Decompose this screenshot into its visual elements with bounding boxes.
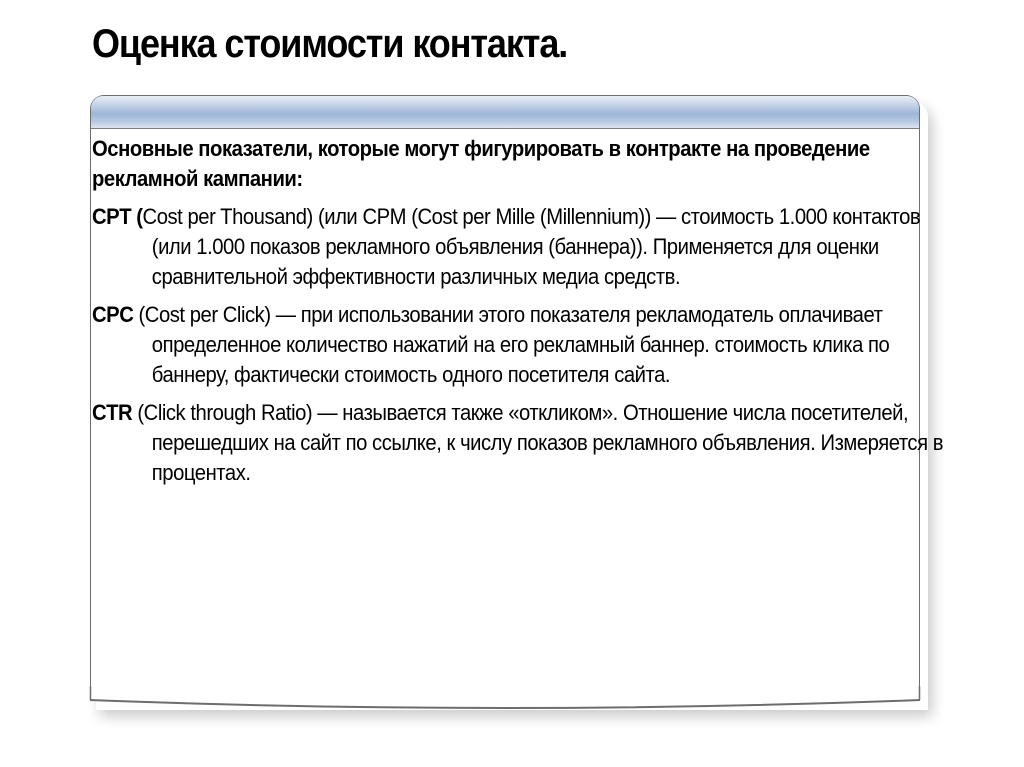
panel-header-bar bbox=[91, 96, 919, 129]
metric-definition: Cost per Thousand) (или CPM (Cost per Mille (Millennium)) — стоимость 1.000 контактов (или 1.000 показов рекламного объявления (баннера)). Применяется для оценки сравнительной эффективности различных медиа средств. bbox=[142, 204, 921, 289]
metric-term: CPT ( bbox=[92, 204, 143, 229]
metric-definition: (Click through Ratio) — называется также «откликом». Отношение числа посетителей, перешедших на сайт по ссылке, к числу показов рекламного объявления. Измеряется в процентах. bbox=[132, 400, 944, 485]
metric-item-ctr bbox=[92, 398, 961, 488]
metric-definition: (Cost per Click) — при использовании этого показателя рекламодатель оплачивает определенное количество нажатий на его рекламный баннер. стоимость клика по баннеру, фактически стоимость одного посетителя сайта. bbox=[133, 302, 890, 387]
metric-term: CPC bbox=[92, 302, 134, 327]
metric-term: CTR bbox=[92, 400, 133, 425]
slide-body bbox=[92, 134, 944, 496]
intro-text: Основные показатели, которые могут фигурировать в контракте на проведение рекламной кампании: bbox=[92, 136, 870, 191]
slide-title: Оценка стоимости контакта. bbox=[92, 22, 568, 66]
metric-item-cpt bbox=[92, 202, 961, 292]
metric-item-cpc bbox=[92, 300, 961, 390]
